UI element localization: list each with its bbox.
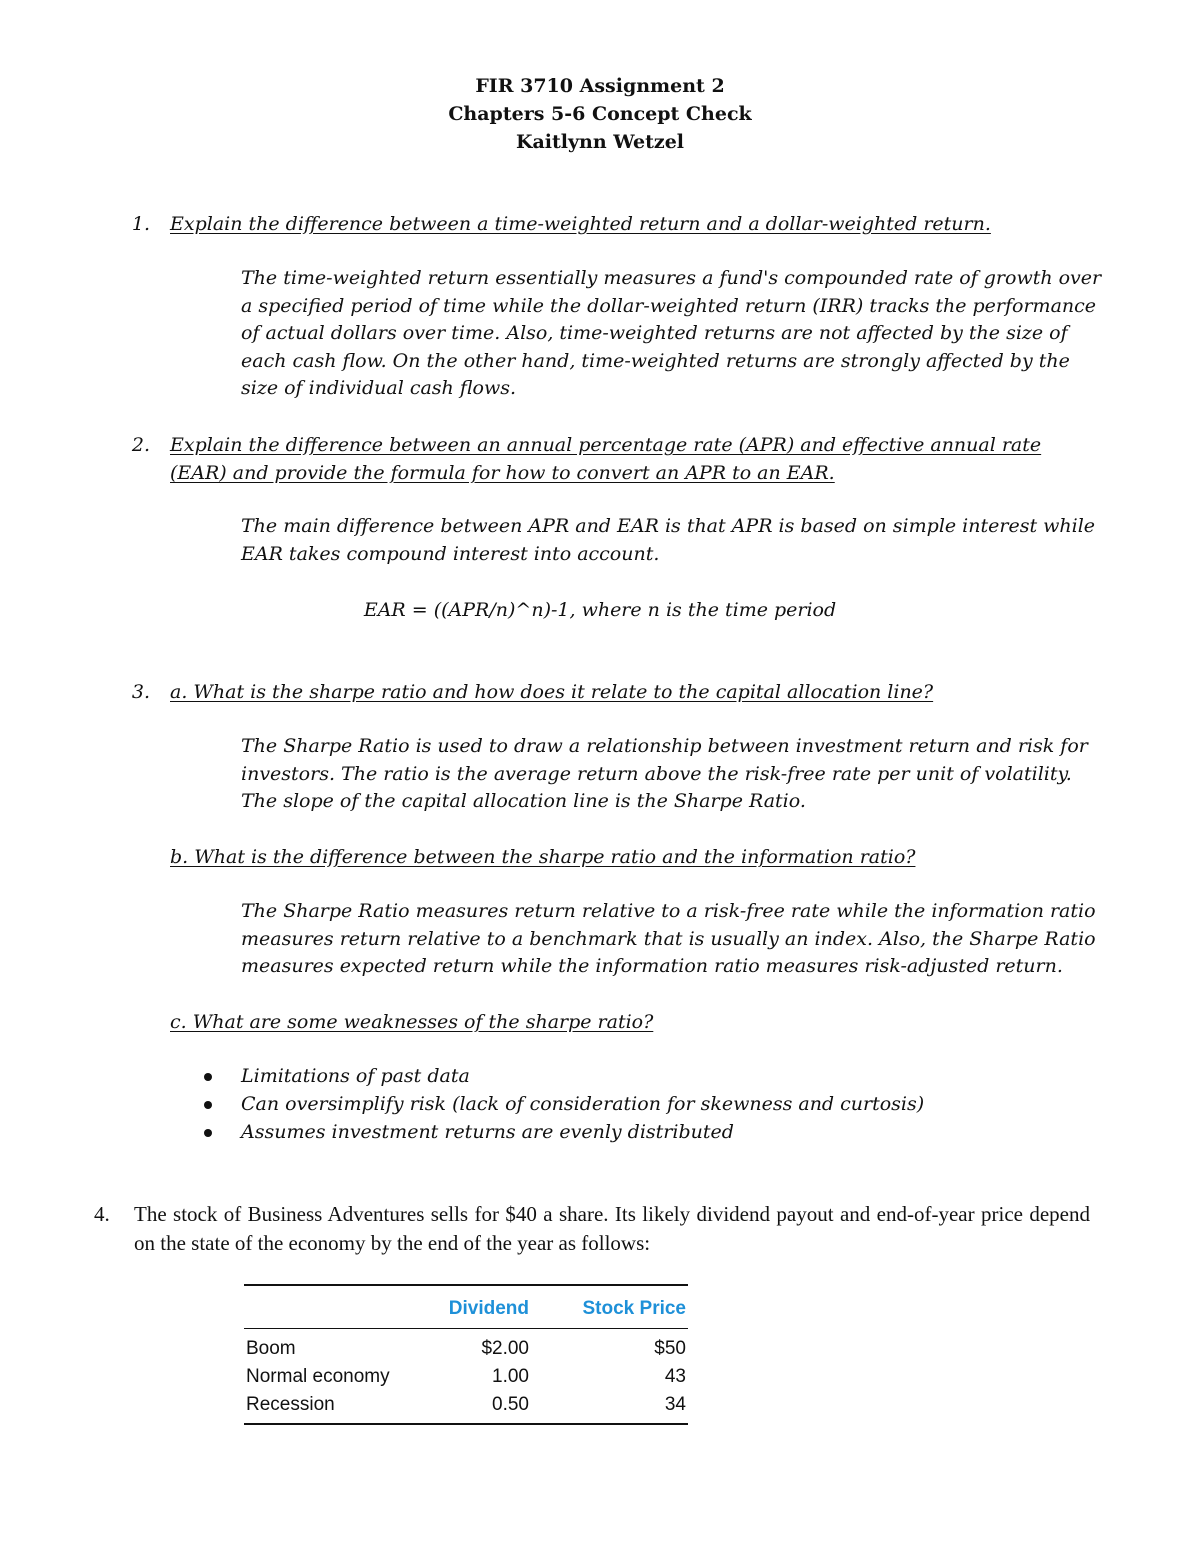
question-number: 3.	[131, 681, 150, 703]
bullet-icon	[204, 1073, 212, 1081]
list-item: Assumes investment returns are evenly distributed	[200, 1118, 924, 1146]
table-cell: $2.00	[481, 1338, 529, 1359]
table-row	[244, 1329, 688, 1364]
table-row	[244, 1391, 688, 1423]
table-cell: 1.00	[492, 1366, 529, 1387]
assignment-subtitle: Chapters 5-6 Concept Check	[448, 103, 752, 125]
list-item: Can oversimplify risk (lack of consideration for skewness and curtosis)	[200, 1090, 924, 1118]
table-cell: Boom	[246, 1338, 296, 1359]
table-cell: 43	[664, 1366, 686, 1387]
question-text: a. What is the sharpe ratio and how does it relate to the capital allocation line?	[170, 681, 934, 703]
table-cell: 0.50	[492, 1394, 529, 1415]
table-header-empty	[244, 1286, 408, 1329]
weakness-list	[200, 1062, 924, 1146]
table-header-dividend: Dividend	[448, 1298, 529, 1319]
table-header-row	[244, 1286, 688, 1329]
question-text: c. What are some weaknesses of the sharpe ratio?	[170, 1011, 654, 1033]
question-number: 4.	[94, 1202, 110, 1226]
table-row	[244, 1363, 688, 1391]
answer-2: The main difference between APR and EAR is that APR is based on simple interest while EAR takes compound interest into account.	[241, 515, 1096, 565]
list-item: Limitations of past data	[200, 1062, 924, 1090]
question-text: b. What is the difference between the sharpe ratio and the information ratio?	[170, 846, 916, 868]
answer-1: The time-weighted return essentially measures a fund's compounded rate of growth over a specified period of time while the dollar-weighted return (IRR) tracks the performance of actual dollars over time. Also, time-weighted returns are not affected by the size of each cash flow. On the other hand, time-weighted returns are strongly affected by the size of individual cash flows.	[241, 267, 1102, 399]
ear-formula: EAR = ((APR/n)^n)-1, where n is the time period	[363, 599, 837, 621]
assignment-title: FIR 3710 Assignment 2	[475, 75, 725, 97]
question-text: The stock of Business Adventures sells for $40 a share. Its likely dividend payout and end-of-year price depend on the state of the economy by the end of the year as follows:	[134, 1202, 1090, 1255]
question-3b	[170, 843, 1070, 871]
answer-3a: The Sharpe Ratio is used to draw a relationship between investment return and risk for investors. The ratio is the average return above the risk-free rate per unit of volatility. The slope of the capital allocation line is the Sharpe Ratio.	[241, 735, 1088, 812]
bullet-icon	[204, 1101, 212, 1109]
bullet-icon	[204, 1129, 212, 1137]
table-header-stock-price: Stock Price	[582, 1298, 686, 1319]
table-cell: Recession	[246, 1394, 335, 1415]
table-cell: $50	[654, 1338, 686, 1359]
question-text: Explain the difference between an annual percentage rate (APR) and effective annual rate (EAR) and provide the formula for how to convert an APR to an EAR.	[170, 434, 1042, 484]
question-number: 2.	[131, 434, 150, 456]
answer-3b: The Sharpe Ratio measures return relative to a risk-free rate while the information ratio measures return relative to a benchmark that is usually an index. Also, the Sharpe Ratio measures expected return while the information ratio measures risk-adjusted return.	[241, 900, 1096, 977]
table-cell: Normal economy	[246, 1366, 390, 1387]
table-cell: 34	[664, 1394, 686, 1415]
question-3c	[170, 1008, 1070, 1036]
document-header	[0, 72, 1200, 156]
question-number: 1.	[131, 213, 150, 235]
dividend-price-table	[244, 1284, 688, 1425]
author-name: Kaitlynn Wetzel	[515, 131, 685, 153]
question-text: Explain the difference between a time-weighted return and a dollar-weighted return.	[170, 213, 991, 235]
